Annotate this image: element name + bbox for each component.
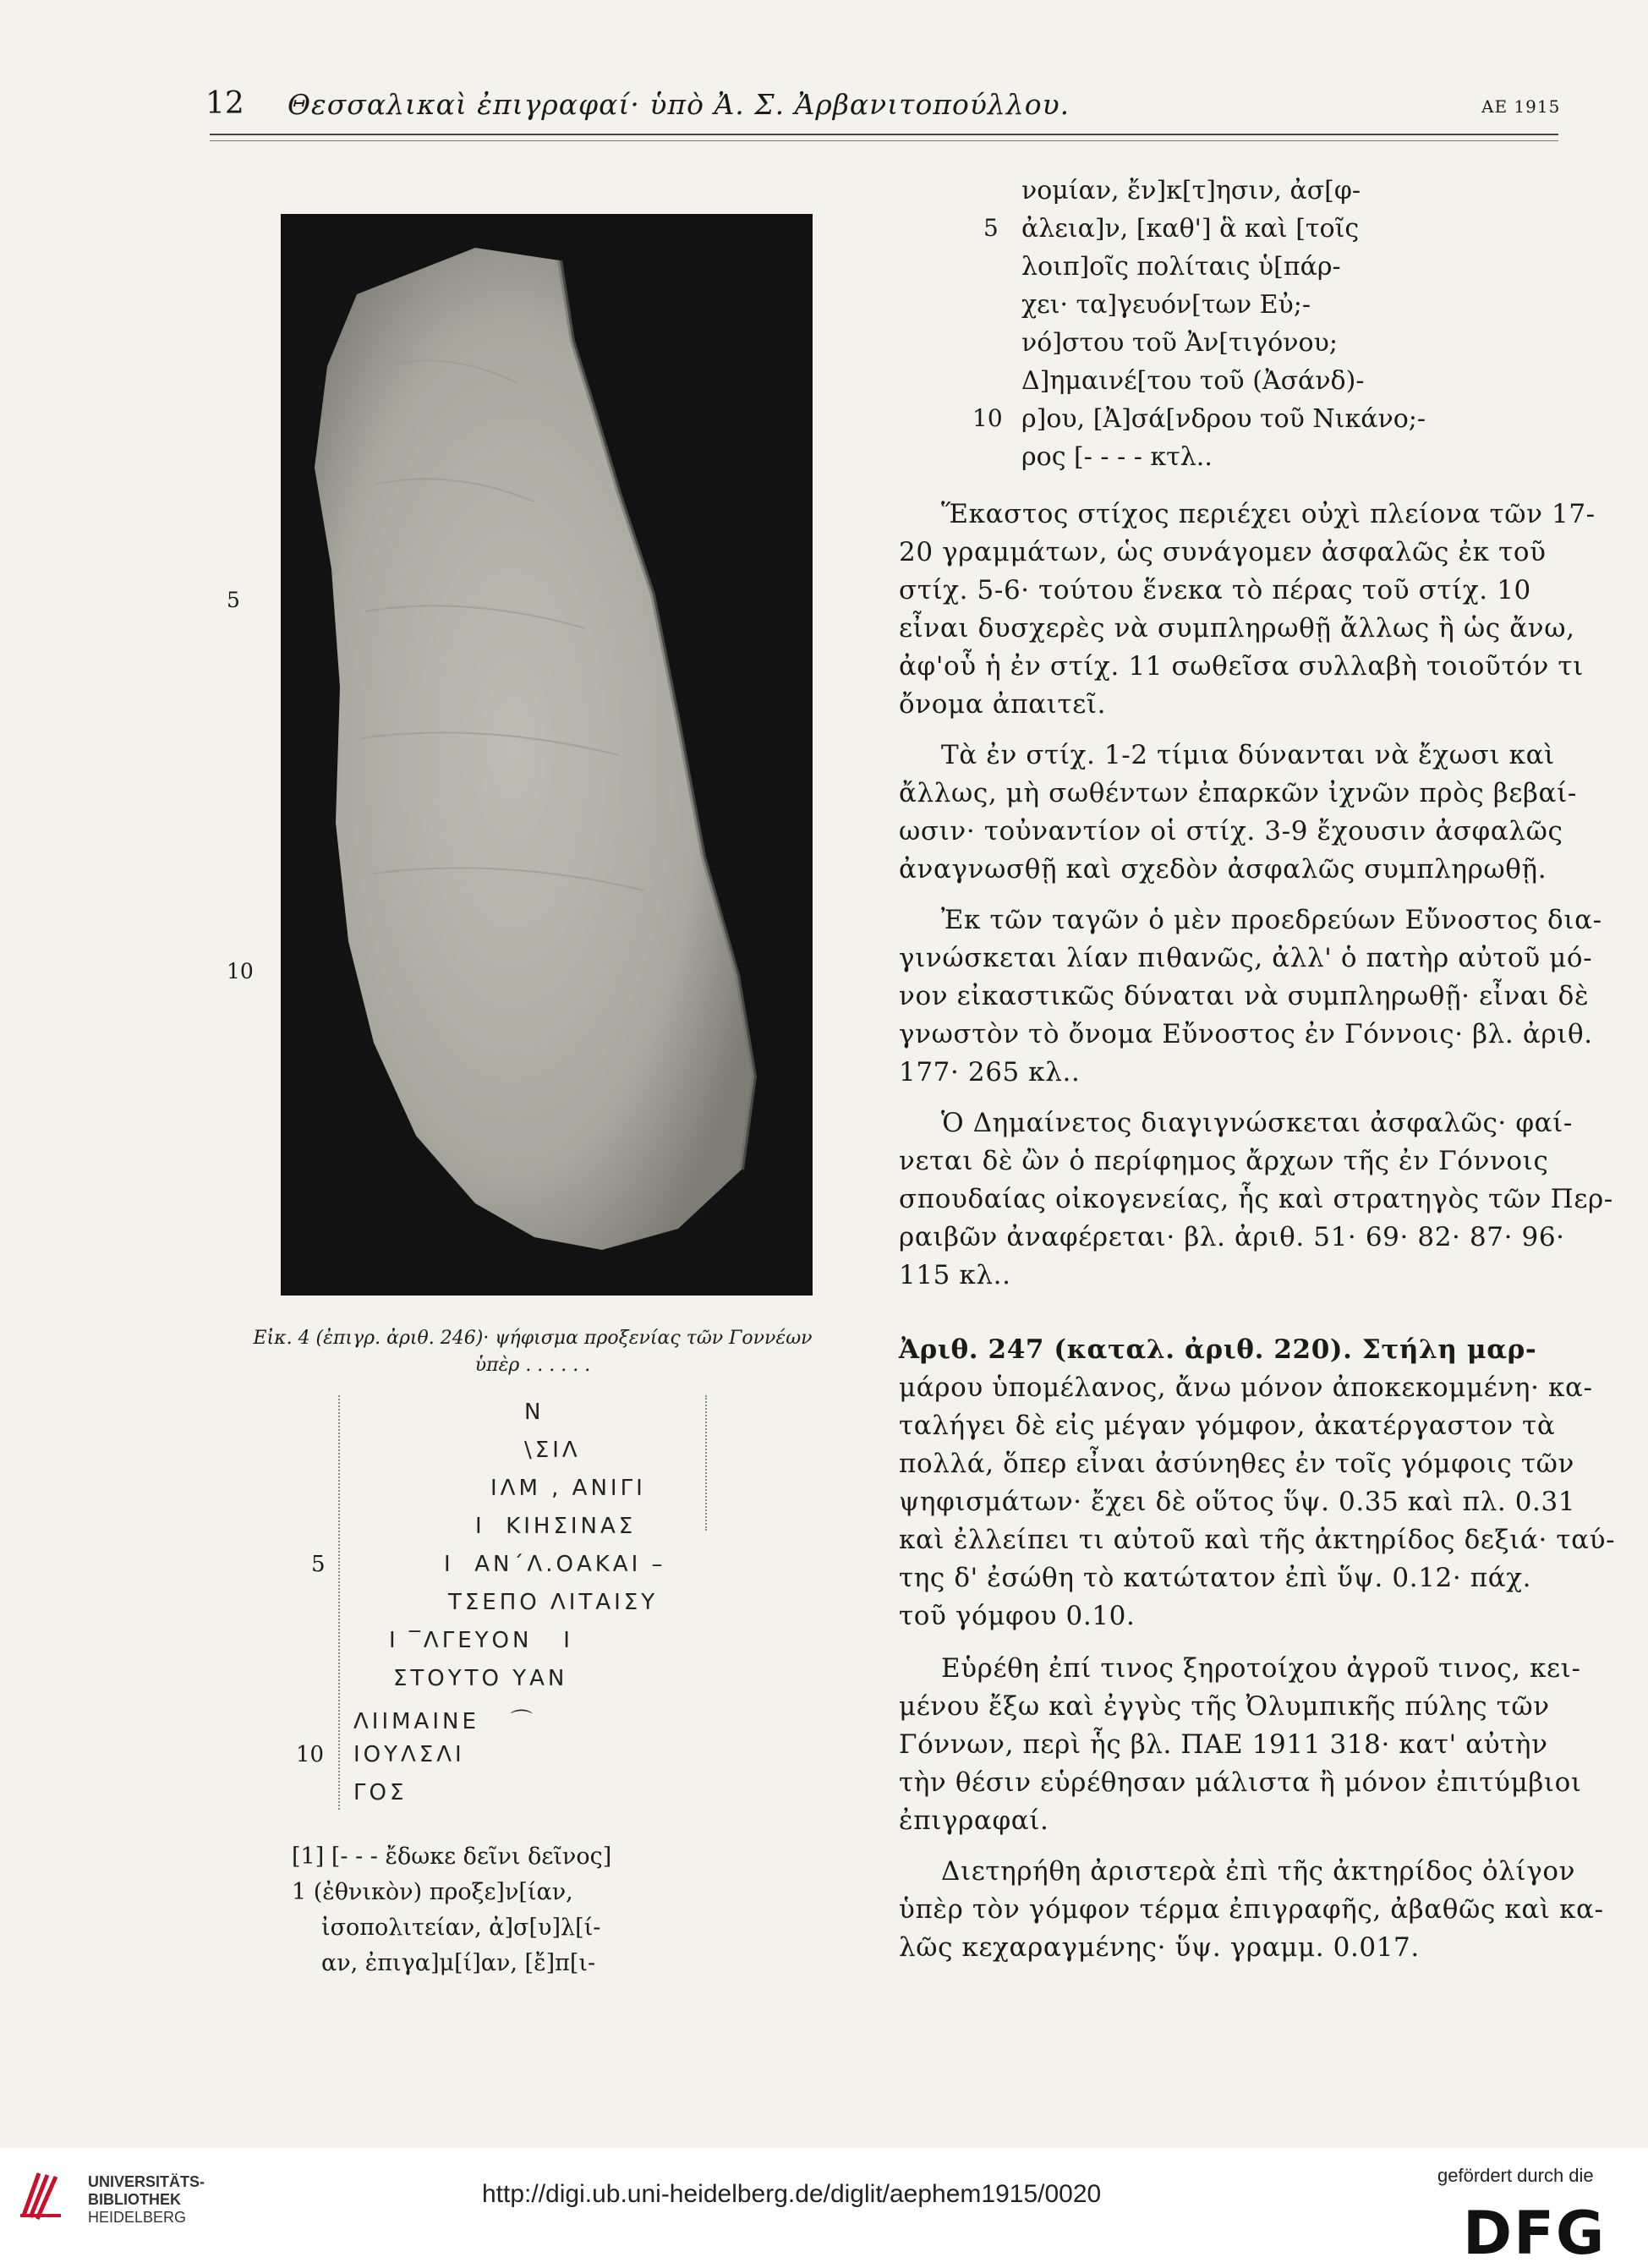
line-number-10: 10 (227, 959, 254, 983)
funded-by-label: gefördert durch die (1437, 2165, 1594, 2186)
restoration-line: 1 (ἐθνικὸν) προξε]ν[ίαν, (292, 1879, 573, 1905)
stele-photo (281, 214, 813, 1296)
transcription-line: Ι ‾ΛΓΕΥΟΝ Ι (389, 1628, 573, 1653)
transcription-line-number-5: 5 (311, 1552, 326, 1577)
body-line: της δ' ἐσώθη τὸ κατώτατον ἐπὶ ὕψ. 0.12· πάχ. (899, 1563, 1532, 1593)
inscription-line: χει· τα]γευόν[των Εὐ;- (1021, 290, 1311, 320)
library-name-line: UNIVERSITÄTS- (88, 2173, 205, 2190)
library-name-line: BIBLIOTHEK (88, 2191, 181, 2208)
body-line: Ἐκ τῶν ταγῶν ὁ μὲν προεδρεύων Εὔνοστος δια- (941, 905, 1602, 935)
caption-line-1: Εἰκ. 4 (ἐπιγρ. ἀριθ. 246)· ψήφισμα προξενίας τῶν Γοννέων (253, 1328, 813, 1349)
body-line: τοῦ γόμφου 0.10. (899, 1601, 1136, 1631)
source-url-link[interactable]: http://digi.ub.uni-heidelberg.de/diglit/aephem1915/0020 (482, 2180, 1102, 2208)
header-rule (210, 134, 1558, 135)
inscription-line-number-5: 5 (983, 214, 999, 242)
body-line: 177· 265 κλ.. (899, 1057, 1081, 1087)
body-line: Διετηρήθη ἀριστερὰ ἐπὶ τῆς ἀκτηρίδος ὀλίγον (941, 1856, 1576, 1887)
transcription-line: ΙΛΜ , ΑΝΙΓΙ (490, 1476, 646, 1501)
running-title: Θεσσαλικαὶ ἐπιγραφαί· ὑπὸ Ἀ. Σ. Ἀρβανιτοπούλλου. (287, 88, 1070, 121)
transcription-line-number-10: 10 (296, 1742, 325, 1767)
transcription-line: \ΣΙΛ (524, 1438, 581, 1463)
transcription-line: ΣΤΟΥΤΟ ΥΑΝ (393, 1666, 568, 1691)
body-line: ἐπιγραφαί. (899, 1805, 1049, 1836)
restoration-line: αν, ἐπιγα]μ[ί]αν, [ἔ]π[ι- (321, 1950, 596, 1976)
inscription-line: Δ]ημαινέ[του τοῦ (Ἀσάνδ)- (1021, 366, 1365, 396)
body-line: μένου ἔξω καὶ ἐγγὺς τῆς Ὀλυμπικῆς πύλης τῶν (899, 1691, 1550, 1722)
body-line: ὑπὲρ τὸν γόμφον τέρμα ἐπιγραφῆς, ἀβαθῶς καὶ κα- (899, 1894, 1604, 1925)
transcription-line: ΓΟΣ (353, 1780, 408, 1805)
journal-code: ΑΕ 1915 (1481, 96, 1561, 117)
body-line: ραιβῶν ἀναφέρεται· βλ. ἀριθ. 51· 69· 82· 87· 96· (899, 1222, 1565, 1252)
body-line: ωσιν· τοὐναντίον οἱ στίχ. 3-9 ἔχουσιν ἀσφαλῶς (899, 816, 1563, 846)
caption-line-2: ὑπὲρ . . . . . . (474, 1355, 591, 1376)
body-line: Εὑρέθη ἐπί τινος ξηροτοίχου ἀγροῦ τινος, κει- (941, 1653, 1581, 1684)
entry-heading-line: Ἀριθ. 247 (καταλ. ἀριθ. 220). Στήλη μαρ- (899, 1334, 1537, 1365)
body-line: 20 γραμμάτων, ὡς συνάγομεν ἀσφαλῶς ἐκ τοῦ (899, 537, 1547, 567)
body-line: 115 κλ.. (899, 1260, 1011, 1290)
body-line: ἄλλως, μὴ σωθέντων ἐπαρκῶν ἰχνῶν πρὸς βεβαί- (899, 778, 1577, 808)
transcription-line: N (524, 1400, 545, 1425)
transcription-line: ΙΟΥΛΣΛΙ (353, 1742, 465, 1767)
inscription-line: νομίαν, ἔν]κ[τ]ησιν, ἀσ[φ- (1021, 176, 1361, 205)
body-line: Γόννων, περὶ ἧς βλ. ΠΑΕ 1911 318· κατ' αὐτὴν (899, 1729, 1548, 1760)
restoration-line: [1] [- - - ἔδωκε δεῖνι δεῖνος] (292, 1843, 612, 1870)
body-line: καὶ ἐλλείπει τι αὐτοῦ καὶ τῆς ἀκτηρίδος δεξιά· ταύ- (899, 1525, 1616, 1555)
body-line: νεται δὲ ὢν ὁ περίφημος ἄρχων τῆς ἐν Γόννοις (899, 1146, 1549, 1176)
body-line: λῶς κεχαραγμένης· ὕψ. γραμμ. 0.017. (899, 1932, 1420, 1963)
body-line: νον εἰκαστικῶς δύναται νὰ συμπληρωθῇ· εἶναι δὲ (899, 981, 1590, 1011)
body-line: μάρου ὑπομέλανος, ἄνω μόνον ἀποκεκομμένη· κα- (899, 1372, 1593, 1403)
inscription-line: ρος [- - - - κτλ.. (1021, 442, 1213, 472)
body-line: στίχ. 5-6· τούτου ἕνεκα τὸ πέρας τοῦ στίχ. 10 (899, 575, 1531, 605)
body-line: γινώσκεται λίαν πιθανῶς, ἀλλ' ὁ πατὴρ αὐτοῦ μό- (899, 943, 1593, 973)
dfg-logo: DFG (1463, 2199, 1607, 2268)
body-line: ταλήγει δὲ εἰς μέγαν γόμφον, ἀκατέργαστον τὰ (899, 1411, 1556, 1441)
body-line: Ὁ Δημαίνετος διαγιγνώσκεται ἀσφαλῶς· φαί- (941, 1108, 1573, 1138)
body-line: ἀφ'οὗ ἡ ἐν στίχ. 11 σωθεῖσα συλλαβὴ τοιοῦτόν τι (899, 651, 1584, 682)
inscription-line: ρ]ου, [Ἀ]σά[νδρου τοῦ Νικάνο;- (1021, 404, 1426, 434)
body-line: Ἕκαστος στίχος περιέχει οὐχὶ πλείονα τῶν 17- (941, 499, 1596, 529)
body-line: ψηφισμάτων· ἔχει δὲ οὕτος ὕψ. 0.35 καὶ πλ. 0.31 (899, 1487, 1576, 1517)
body-line: εἶναι δυσχερὲς νὰ συμπληρωθῇ ἄλλως ἢ ὡς ἄνω, (899, 613, 1575, 644)
transcription-line: ΤΣΕΠΟ ΛΙΤΑΙΣΥ (448, 1590, 659, 1615)
body-line: ὄνομα ἀπαιτεῖ. (899, 689, 1107, 720)
body-line: ἀναγνωσθῇ καὶ σχεδὸν ἀσφαλῶς συμπληρωθῇ. (899, 854, 1547, 885)
line-number-5: 5 (227, 588, 240, 612)
body-line: πολλά, ὅπερ εἶναι ἀσύνηθες ἐν τοῖς γόμφοις τῶν (899, 1449, 1574, 1479)
figure-caption (228, 1325, 837, 1379)
stele-image (281, 214, 813, 1296)
inscription-line: νό]στου τοῦ Ἀν[τιγόνου; (1021, 328, 1338, 358)
body-line: σπουδαίας οἰκογενείας, ἧς καὶ στρατηγὸς τῶν Περ- (899, 1184, 1613, 1214)
transcription-rule-left (338, 1395, 340, 1810)
transcription-line: ΛΙΙΜΑΙΝΕ ⌒ (353, 1709, 536, 1734)
transcription-line: Ι ΑΝ΄Λ.ΟΑΚΑΙ – (444, 1552, 666, 1577)
library-name-line: HEIDELBERG (88, 2209, 187, 2226)
university-library-logo (15, 2165, 66, 2224)
transcription-rule-right (705, 1395, 707, 1531)
inscription-line: λοιπ]οῖς πολίταις ὑ[πάρ- (1021, 252, 1341, 282)
library-name (88, 2173, 205, 2227)
body-line: γνωστὸν τὸ ὄνομα Εὔνοστος ἐν Γόννοις· βλ. ἀριθ. (899, 1019, 1593, 1049)
header-rule (210, 140, 1558, 141)
inscription-line: ἀλεια]ν, [καθ'] ἃ καὶ [τοῖς (1021, 214, 1360, 244)
body-line: τὴν θέσιν εὑρέθησαν μάλιστα ἢ μόνον ἐπιτύμβιοι (899, 1767, 1582, 1798)
transcription-line: Ι ΚΙΗΣΙΝΑΣ (475, 1514, 637, 1539)
restoration-line: ἰσοπολιτείαν, ἀ]σ[υ]λ[ί- (321, 1915, 601, 1941)
inscription-line-number-10: 10 (972, 404, 1003, 432)
page-number: 12 (205, 86, 244, 121)
body-line: Τὰ ἐν στίχ. 1-2 τίμια δύνανται νὰ ἔχωσι καὶ (941, 740, 1555, 770)
